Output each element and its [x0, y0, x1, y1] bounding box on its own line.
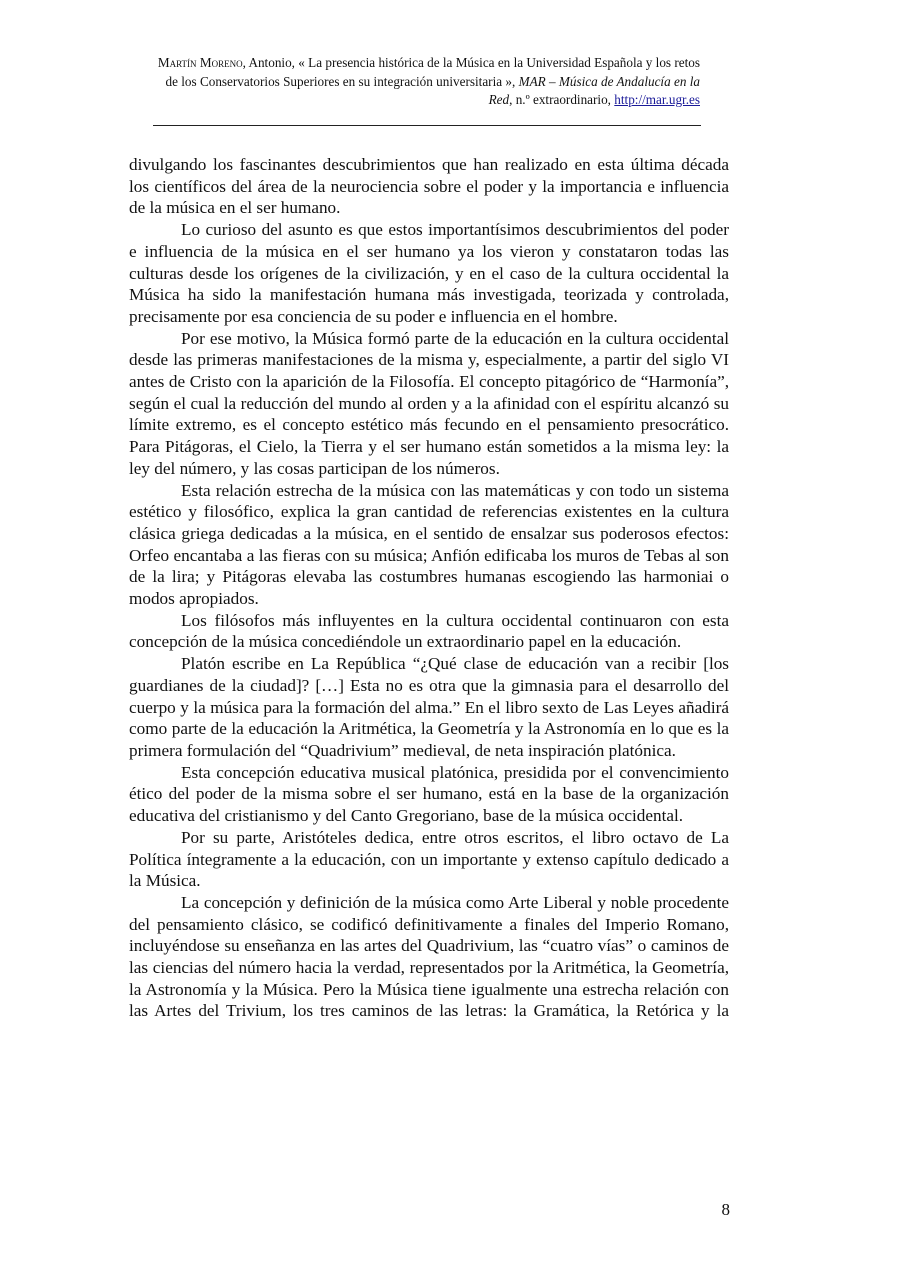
page-number: 8	[721, 1200, 730, 1219]
paragraph-continued: divulgando los fascinantes descubrimientos que han realizado en esta última década los científicos del área de la neurociencia sobre el poder y la importancia e influencia de la música en el ser humano.	[129, 155, 729, 218]
header-rule	[153, 125, 701, 126]
header-journal-link[interactable]: http://mar.ugr.es	[614, 92, 700, 108]
paragraph: Esta relación estrecha de la música con las matemáticas y con todo un sistema estético y filosófico, explica la gran cantidad de referencias existentes en la cultura clásica griega dedicadas a la música, en el sentido de ensalzar sus poderosos efectos: Orfeo encantaba a las fieras con su música; Anfión edificaba los muros de Tebas al son de la lira; y Pitágoras elevaba las costumbres humanas escogiendo las harmoniai o modos apropiados.	[129, 480, 729, 609]
header-issue: , n.º extraordinario,	[509, 92, 615, 108]
paragraph: Esta concepción educativa musical platónica, presidida por el convencimiento ético del poder de la misma sobre el ser humano, está en la base de la organización educativa del cristianismo y del Canto Gregoriano, base de la música occidental.	[129, 762, 729, 826]
paragraph: Por su parte, Aristóteles dedica, entre otros escritos, el libro octavo de La Política íntegramente a la educación, con un importante y extenso capítulo dedicado a la Música.	[129, 827, 729, 891]
header-author-surname: Martín Moreno	[157, 55, 243, 70]
paragraph: Por ese motivo, la Música formó parte de la educación en la cultura occidental desde las primeras manifestaciones de la misma y, especialmente, a partir del siglo VI antes de Cristo con la aparición de la Filosofía. El concepto pitagórico de “Harmonía”, según el cual la reducción del mundo al orden y a la afinidad con el espíritu alcanzó su límite extremo, es el concepto estético más fecundo en el pensamiento presocrático. Para Pitágoras, el Cielo, la Tierra y el ser humano están sometidos a la misma ley: la ley del número, y las cosas participan de los números.	[129, 328, 729, 478]
header-journal-title: MAR – Música de Andalucía en la Red	[488, 73, 700, 108]
running-header	[150, 54, 700, 110]
header-citation: , Antonio, « La presencia histórica de la Música en la Universidad Española y los retos de los Conservatorios Superiores en su integración universitaria »,	[165, 55, 700, 89]
paragraph: Los filósofos más influyentes en la cultura occidental continuaron con esta concepción de la música concediéndole un extraordinario papel en la educación.	[129, 610, 729, 652]
paragraph: Platón escribe en La República “¿Qué clase de educación van a recibir [los guardianes de la ciudad]? […] Esta no es otra que la gimnasia para el desarrollo del cuerpo y la música para la formación del alma.” En el libro sexto de Las Leyes añadirá como parte de la educación la Aritmética, la Geometría y la Astronomía en lo que es la primera formulación del “Quadrivium” medieval, de neta inspiración platónica.	[129, 654, 729, 760]
paragraph: Lo curioso del asunto es que estos importantísimos descubrimientos del poder e influencia de la música en el ser humano ya los vieron y constataron todas las culturas desde los orígenes de la civilización, y en el caso de la cultura occidental la Música ha sido la manifestación humana más investigada, teorizada y controlada, precisamente por esa conciencia de su poder e influencia en el hombre.	[129, 220, 729, 326]
paragraph: La concepción y definición de la música como Arte Liberal y noble procedente del pensamiento clásico, se codificó definitivamente a finales del Imperio Romano, incluyéndose su enseñanza en las artes del Quadrivium, las “cuatro vías” o caminos de las ciencias del número hacia la verdad, representados por la Aritmética, la Geometría, la Astronomía y la Música. Pero la Música tiene igualmente una estrecha relación con las Artes del Trivium, los tres caminos de las letras: la Gramática, la Retórica y la	[129, 892, 729, 1021]
body-text	[129, 154, 729, 1022]
